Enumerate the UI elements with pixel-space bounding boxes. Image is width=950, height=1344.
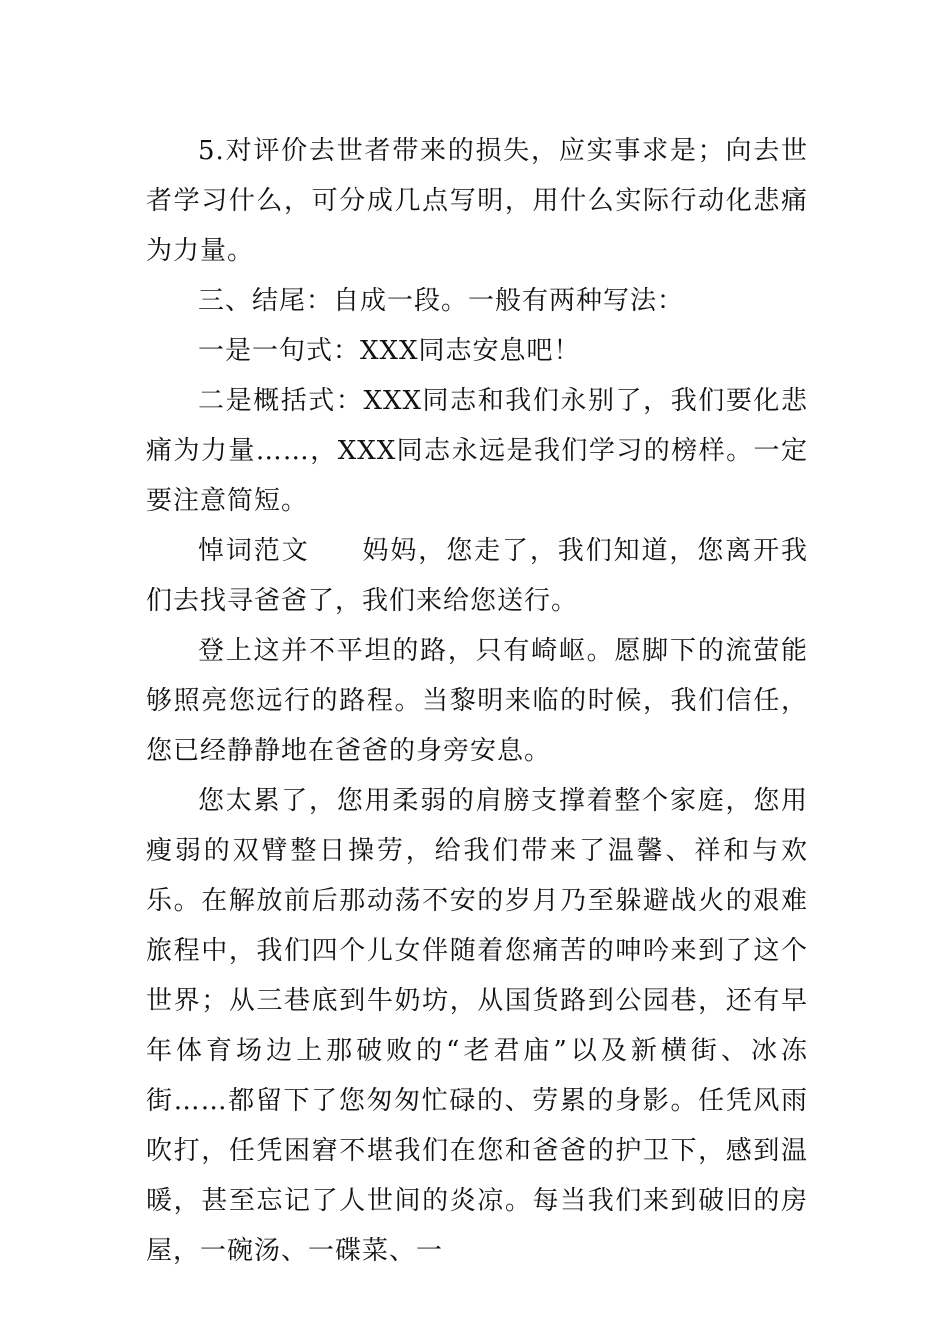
paragraph-road: 登上这并不平坦的路，只有崎岖。愿脚下的流萤能够照亮您远行的路程。当黎明来临的时候，我们信任，您已经静静地在爸爸的身旁安息。: [146, 636, 808, 766]
paragraph-loss-evaluation: 5.对评价去世者带来的损失，应实事求是；向去世者学习什么，可分成几点写明，用什么实际行动化悲痛为力量。: [146, 136, 808, 266]
paragraph-one-sentence-form: 一是一句式：XXX同志安息吧！: [198, 336, 581, 366]
document-body: [146, 126, 808, 1276]
sample-eulogy-opening: [146, 526, 808, 626]
paragraph-summary-form: 二是概括式：XXX同志和我们永别了，我们要化悲痛为力量……，XXX同志永远是我们学习的榜样。一定要注意简短。: [146, 386, 808, 516]
paragraph-ending-heading: 三、结尾：自成一段。一般有两种写法：: [198, 286, 685, 316]
sample-first-paragraph: 妈妈，您走了，我们知道，您离开我们去找寻爸爸了，我们来给您送行。: [146, 536, 808, 616]
paragraph-tired: 您太累了，您用柔弱的肩膀支撑着整个家庭，您用瘦弱的双臂整日操劳，给我们带来了温馨、祥和与欢乐。在解放前后那动荡不安的岁月乃至躲避战火的艰难旅程中，我们四个儿女伴随着您痛苦的呻吟来到了这个世界；从三巷底到牛奶坊，从国货路到公园巷，还有早年体育场边上那破败的“老君庙”以及新横街、冰冻街……都留下了您匆匆忙碌的、劳累的身影。任凭风雨吹打，任凭困窘不堪我们在您和爸爸的护卫下，感到温暖，甚至忘记了人世间的炎凉。每当我们来到破旧的房屋，一碗汤、一碟菜、一: [146, 786, 808, 1266]
sample-heading: 悼词范文: [198, 536, 310, 566]
